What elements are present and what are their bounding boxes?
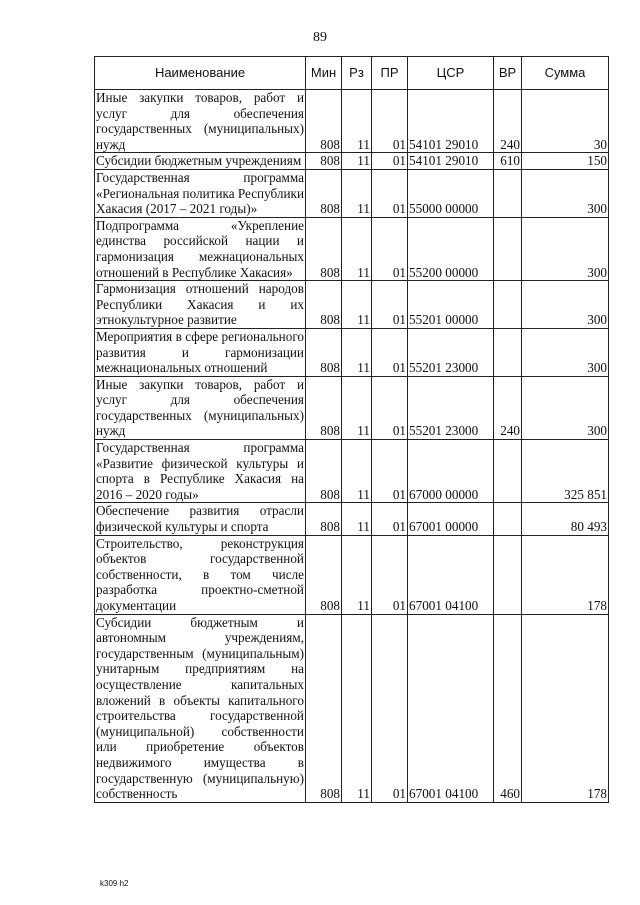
row-vr: 240 — [494, 376, 522, 439]
row-sum: 30 — [522, 90, 609, 153]
header-name: Наименование — [95, 57, 306, 90]
row-min: 808 — [306, 503, 342, 535]
table-row — [95, 440, 609, 503]
row-pr: 01 — [372, 281, 408, 329]
row-vr: 240 — [494, 90, 522, 153]
table-row — [95, 217, 609, 280]
table-row — [95, 153, 609, 170]
table-row — [95, 376, 609, 439]
row-rz: 11 — [342, 169, 372, 217]
row-min: 808 — [306, 169, 342, 217]
row-sum: 178 — [522, 535, 609, 614]
row-rz: 11 — [342, 90, 372, 153]
row-vr — [494, 169, 522, 217]
row-sum: 300 — [522, 328, 609, 376]
row-sum: 300 — [522, 169, 609, 217]
table-row — [95, 614, 609, 802]
row-rz: 11 — [342, 217, 372, 280]
header-vr: ВР — [494, 57, 522, 90]
row-name: Мероприятия в сфере регионального развития и гармонизации межнациональных отношений — [96, 328, 304, 376]
row-pr: 01 — [372, 535, 408, 614]
row-min: 808 — [306, 440, 342, 503]
row-pr: 01 — [372, 440, 408, 503]
table-header-row — [95, 57, 609, 90]
row-vr — [494, 281, 522, 329]
row-csr: 67001 00000 — [408, 503, 494, 535]
row-min: 808 — [306, 376, 342, 439]
row-csr: 67000 00000 — [408, 440, 494, 503]
row-csr: 54101 29010 — [408, 90, 494, 153]
row-pr: 01 — [372, 614, 408, 802]
row-vr — [494, 328, 522, 376]
row-sum: 178 — [522, 614, 609, 802]
row-pr: 01 — [372, 169, 408, 217]
row-sum: 80 493 — [522, 503, 609, 535]
table-row — [95, 328, 609, 376]
row-pr: 01 — [372, 503, 408, 535]
row-csr: 54101 29010 — [408, 153, 494, 170]
table-row — [95, 90, 609, 153]
header-sum: Сумма — [522, 57, 609, 90]
row-min: 808 — [306, 535, 342, 614]
row-name: Обеспечение развития отрасли физической культуры и спорта — [96, 503, 304, 535]
row-min: 808 — [306, 90, 342, 153]
row-min: 808 — [306, 217, 342, 280]
row-rz: 11 — [342, 376, 372, 439]
row-vr — [494, 535, 522, 614]
row-csr: 55201 00000 — [408, 281, 494, 329]
row-sum: 325 851 — [522, 440, 609, 503]
row-rz: 11 — [342, 440, 372, 503]
row-sum: 300 — [522, 217, 609, 280]
row-csr: 67001 04100 — [408, 535, 494, 614]
header-rz: Рз — [342, 57, 372, 90]
header-csr: ЦСР — [408, 57, 494, 90]
table-row — [95, 169, 609, 217]
row-name: Гармонизация отношений народов Республики Хакасия и их этнокультурное развитие — [96, 281, 304, 328]
row-pr: 01 — [372, 217, 408, 280]
row-name: Строительство, реконструкция объектов государственной собственности, в том числе разработка проектно-сметной документации — [96, 535, 304, 613]
row-vr — [494, 503, 522, 535]
row-name: Иные закупки товаров, работ и услуг для обеспечения государственных (муниципальных) нужд — [96, 376, 304, 439]
page-number: 89 — [313, 30, 327, 45]
row-sum: 150 — [522, 153, 609, 170]
row-rz: 11 — [342, 328, 372, 376]
row-vr: 610 — [494, 153, 522, 170]
row-rz: 11 — [342, 153, 372, 170]
row-min: 808 — [306, 614, 342, 802]
row-csr: 55201 23000 — [408, 376, 494, 439]
row-min: 808 — [306, 328, 342, 376]
row-csr: 55201 23000 — [408, 328, 494, 376]
row-name: Подпрограмма «Укрепление единства российской нации и гармонизация межнациональных отношений в Республике Хакасия» — [96, 217, 304, 280]
table-row — [95, 281, 609, 329]
row-vr: 460 — [494, 614, 522, 802]
row-sum: 300 — [522, 376, 609, 439]
row-csr: 55000 00000 — [408, 169, 494, 217]
header-pr: ПР — [372, 57, 408, 90]
table-row — [95, 535, 609, 614]
row-vr — [494, 440, 522, 503]
row-pr: 01 — [372, 90, 408, 153]
row-name: Государственная программа «Региональная политика Республики Хакасия (2017 – 2021 годы)» — [96, 169, 305, 217]
row-name: Государственная программа «Развитие физической культуры и спорта в Республике Хакасия на 2016 – 2020 годы» — [96, 440, 304, 502]
row-rz: 11 — [342, 535, 372, 614]
header-min: Мин — [306, 57, 342, 90]
row-pr: 01 — [372, 328, 408, 376]
row-rz: 11 — [342, 503, 372, 535]
footer-code: k309 h2 — [100, 879, 129, 888]
row-rz: 11 — [342, 614, 372, 802]
row-pr: 01 — [372, 376, 408, 439]
budget-table — [94, 56, 609, 803]
row-min: 808 — [306, 153, 342, 170]
row-min: 808 — [306, 281, 342, 329]
row-vr — [494, 217, 522, 280]
row-csr: 55200 00000 — [408, 217, 494, 280]
row-name: Субсидии бюджетным учреждениям — [95, 153, 306, 170]
row-name: Субсидии бюджетным и автономным учреждениям, государственным (муниципальным) унитарным предприятиям на осуществление капитальных вложений в объекты капитального строительства государственной (муниципальной) собственности или приобретение объектов недвижимого имущества в государственную (муниципальную) собственность — [96, 614, 304, 802]
row-rz: 11 — [342, 281, 372, 329]
table-row — [95, 503, 609, 535]
row-sum: 300 — [522, 281, 609, 329]
row-name: Иные закупки товаров, работ и услуг для обеспечения государственных (муниципальных) нужд — [96, 90, 304, 152]
row-csr: 67001 04100 — [408, 614, 494, 802]
row-pr: 01 — [372, 153, 408, 170]
